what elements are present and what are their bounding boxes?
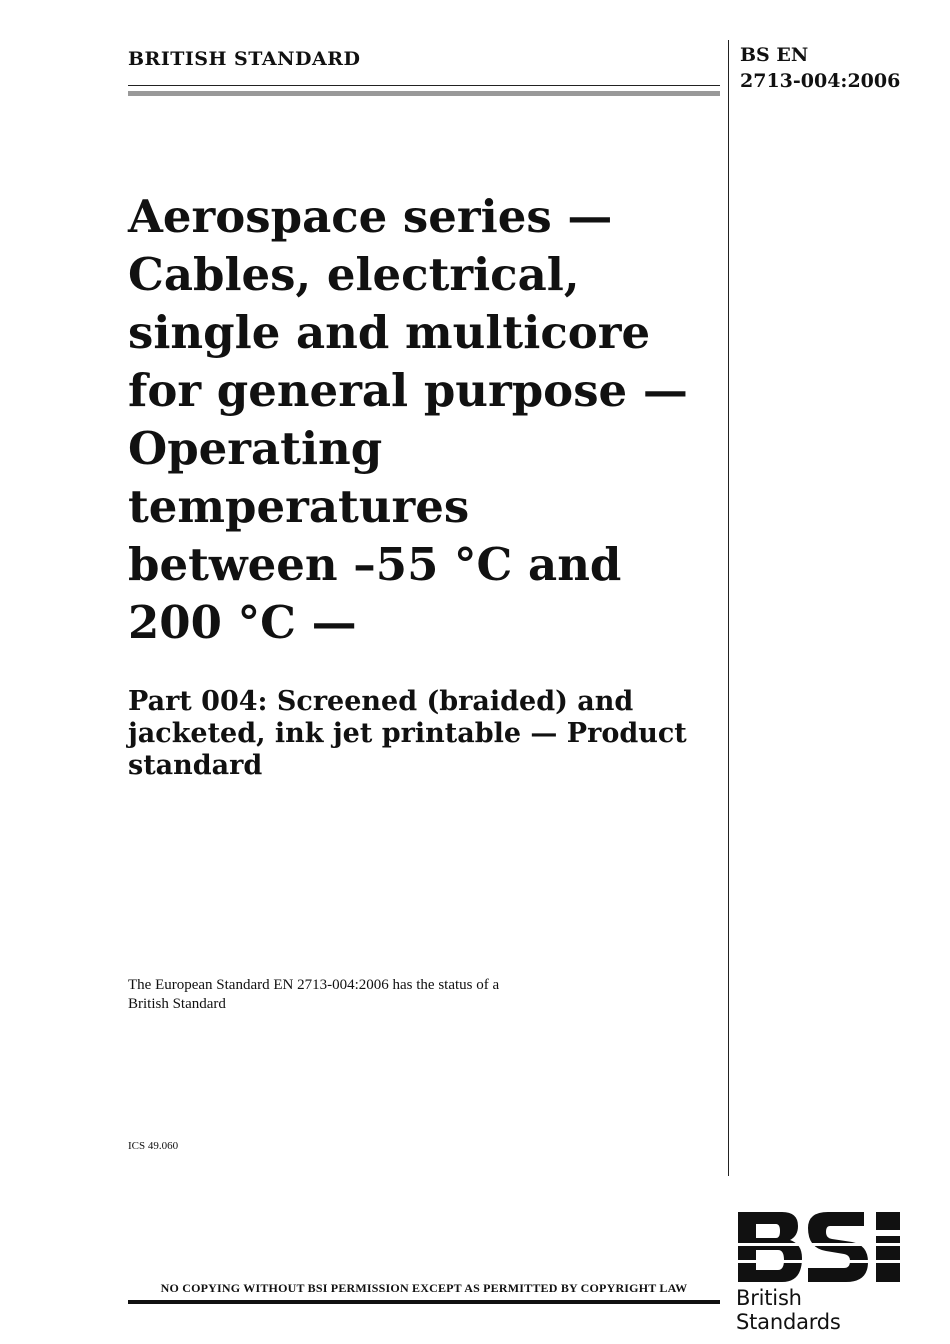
title-line: Aerospace series — xyxy=(128,190,613,243)
part-title-line: standard xyxy=(128,750,263,781)
title-line: Cables, electrical, xyxy=(128,248,580,301)
header-rule-thick xyxy=(128,91,720,96)
bsi-logo-text: British Standards xyxy=(736,1286,841,1334)
status-line: The European Standard EN 2713-004:2006 has the status of a xyxy=(128,977,500,993)
standard-number-line: 2713-004:2006 xyxy=(740,70,901,92)
standard-number-line: BS EN xyxy=(740,44,809,66)
title-line: Operating xyxy=(128,422,383,475)
title-line: temperatures xyxy=(128,480,470,533)
vertical-divider xyxy=(728,40,729,1176)
part-title xyxy=(128,686,728,782)
document-type-label: BRITISH STANDARD xyxy=(128,48,361,70)
title-line: between –55 °C and xyxy=(128,538,622,591)
title-line: 200 °C — xyxy=(128,596,357,649)
status-line: British Standard xyxy=(128,996,226,1012)
part-title-line: jacketed, ink jet printable — Product xyxy=(128,718,687,749)
part-title-line: Part 004: Screened (braided) and xyxy=(128,686,634,717)
title-line: for general purpose — xyxy=(128,364,688,417)
footer-rule xyxy=(128,1300,720,1304)
status-statement xyxy=(128,976,688,1014)
document-title xyxy=(128,188,718,652)
copyright-notice: NO COPYING WITHOUT BSI PERMISSION EXCEPT AS PERMITTED BY COPYRIGHT LAW xyxy=(160,1281,688,1295)
standard-number xyxy=(740,42,900,94)
header-rule-thin xyxy=(128,85,720,86)
ics-code: ICS 49.060 xyxy=(128,1140,179,1152)
title-line: single and multicore xyxy=(128,306,651,359)
